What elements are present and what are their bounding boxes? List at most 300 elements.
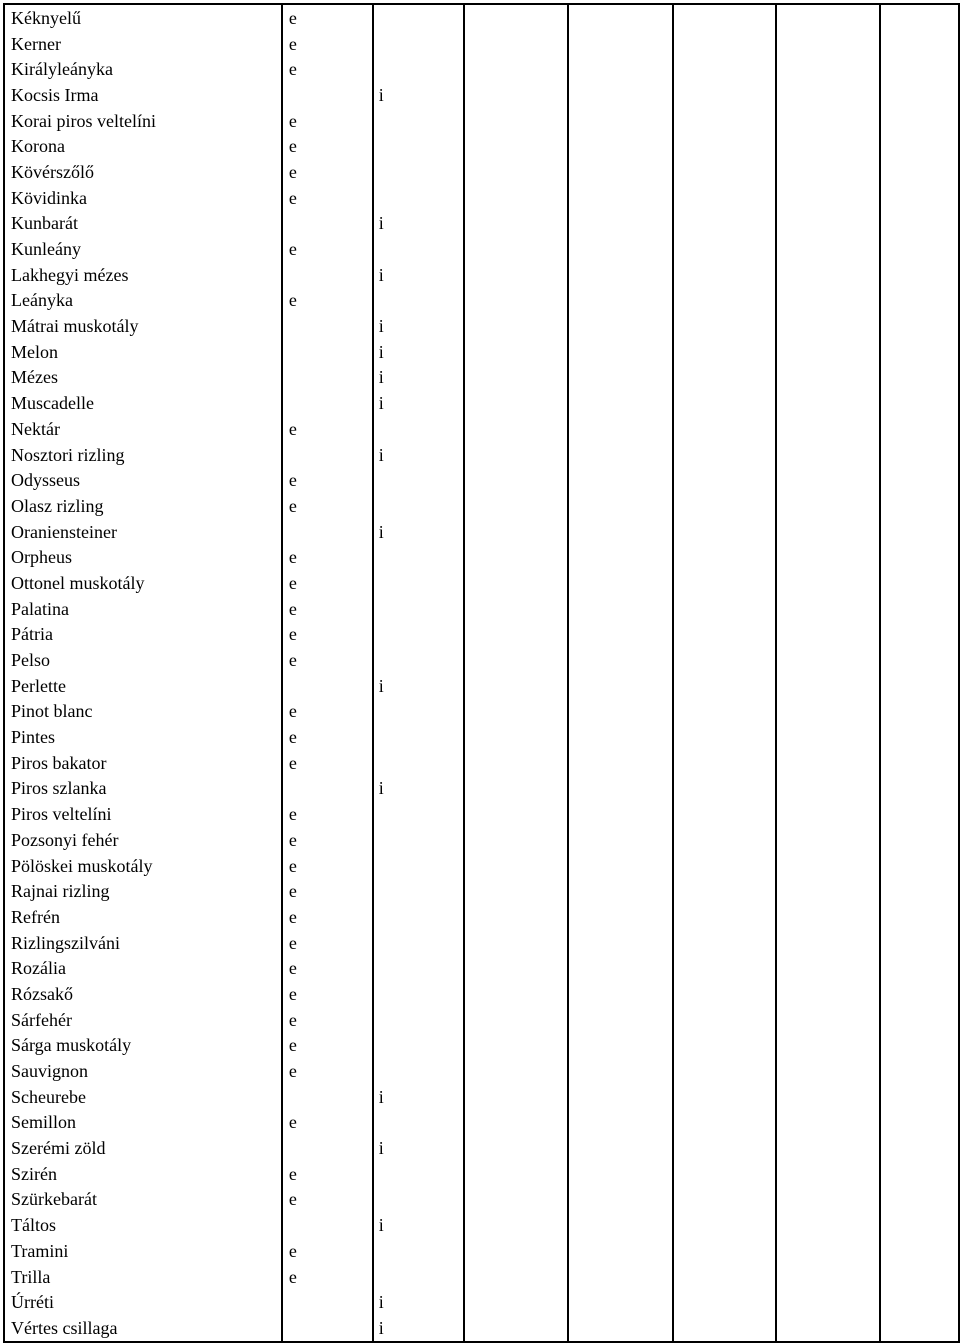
empty-cell xyxy=(880,827,959,853)
empty-cell xyxy=(776,1161,880,1187)
empty-cell xyxy=(568,108,673,134)
variety-name-cell: Mátrai muskotály xyxy=(4,313,282,339)
empty-cell xyxy=(464,878,569,904)
marker-i-cell xyxy=(373,1033,464,1059)
variety-name-cell: Olasz rizling xyxy=(4,493,282,519)
table-row xyxy=(4,108,959,134)
empty-cell xyxy=(880,904,959,930)
variety-name-cell: Pozsonyi fehér xyxy=(4,827,282,853)
empty-cell xyxy=(568,1315,673,1342)
table-row xyxy=(4,313,959,339)
empty-cell xyxy=(568,750,673,776)
table-row xyxy=(4,211,959,237)
empty-cell xyxy=(880,853,959,879)
empty-cell xyxy=(673,1033,776,1059)
empty-cell xyxy=(673,108,776,134)
empty-cell xyxy=(880,108,959,134)
variety-name-cell: Kocsis Irma xyxy=(4,82,282,108)
empty-cell xyxy=(568,236,673,262)
empty-cell xyxy=(880,56,959,82)
empty-cell xyxy=(776,724,880,750)
empty-cell xyxy=(568,801,673,827)
table-row xyxy=(4,4,959,31)
empty-cell xyxy=(880,82,959,108)
empty-cell xyxy=(776,416,880,442)
marker-e-cell xyxy=(282,673,373,699)
empty-cell xyxy=(568,365,673,391)
empty-cell xyxy=(880,1289,959,1315)
empty-cell xyxy=(568,313,673,339)
variety-name-cell: Nosztori rizling xyxy=(4,442,282,468)
empty-cell xyxy=(673,1084,776,1110)
table-row xyxy=(4,1187,959,1213)
empty-cell xyxy=(673,159,776,185)
empty-cell xyxy=(464,442,569,468)
empty-cell xyxy=(673,647,776,673)
empty-cell xyxy=(673,801,776,827)
variety-name-cell: Kerner xyxy=(4,31,282,57)
empty-cell xyxy=(673,1161,776,1187)
empty-cell xyxy=(776,1264,880,1290)
marker-e-cell xyxy=(282,313,373,339)
marker-e-cell xyxy=(282,262,373,288)
empty-cell xyxy=(776,390,880,416)
marker-i-cell: i xyxy=(373,339,464,365)
empty-cell xyxy=(464,31,569,57)
empty-cell xyxy=(776,544,880,570)
empty-cell xyxy=(880,133,959,159)
marker-i-cell: i xyxy=(373,365,464,391)
empty-cell xyxy=(880,1187,959,1213)
marker-i-cell xyxy=(373,185,464,211)
empty-cell xyxy=(568,288,673,314)
table-row xyxy=(4,647,959,673)
marker-i-cell xyxy=(373,647,464,673)
empty-cell xyxy=(776,288,880,314)
marker-e-cell: e xyxy=(282,622,373,648)
marker-i-cell xyxy=(373,236,464,262)
marker-i-cell xyxy=(373,467,464,493)
empty-cell xyxy=(776,1110,880,1136)
empty-cell xyxy=(464,853,569,879)
empty-cell xyxy=(880,981,959,1007)
marker-i-cell: i xyxy=(373,262,464,288)
empty-cell xyxy=(464,622,569,648)
empty-cell xyxy=(464,1161,569,1187)
marker-e-cell: e xyxy=(282,493,373,519)
empty-cell xyxy=(880,1212,959,1238)
empty-cell xyxy=(673,570,776,596)
empty-cell xyxy=(673,467,776,493)
empty-cell xyxy=(568,1110,673,1136)
empty-cell xyxy=(673,442,776,468)
marker-i-cell xyxy=(373,416,464,442)
empty-cell xyxy=(673,82,776,108)
empty-cell xyxy=(464,699,569,725)
empty-cell xyxy=(673,878,776,904)
empty-cell xyxy=(464,1135,569,1161)
marker-i-cell xyxy=(373,544,464,570)
empty-cell xyxy=(464,544,569,570)
table-row xyxy=(4,622,959,648)
empty-cell xyxy=(776,467,880,493)
empty-cell xyxy=(776,133,880,159)
empty-cell xyxy=(673,133,776,159)
empty-cell xyxy=(568,1238,673,1264)
variety-name-cell: Sauvignon xyxy=(4,1058,282,1084)
marker-e-cell: e xyxy=(282,133,373,159)
empty-cell xyxy=(880,1238,959,1264)
table-row xyxy=(4,904,959,930)
marker-i-cell: i xyxy=(373,442,464,468)
marker-e-cell xyxy=(282,339,373,365)
marker-e-cell: e xyxy=(282,416,373,442)
empty-cell xyxy=(673,776,776,802)
empty-cell xyxy=(880,1033,959,1059)
empty-cell xyxy=(880,955,959,981)
marker-e-cell xyxy=(282,1135,373,1161)
empty-cell xyxy=(464,827,569,853)
empty-cell xyxy=(776,1135,880,1161)
marker-i-cell xyxy=(373,827,464,853)
empty-cell xyxy=(568,1187,673,1213)
marker-i-cell xyxy=(373,1238,464,1264)
empty-cell xyxy=(776,981,880,1007)
empty-cell xyxy=(673,955,776,981)
empty-cell xyxy=(568,1058,673,1084)
empty-cell xyxy=(464,955,569,981)
marker-i-cell: i xyxy=(373,313,464,339)
empty-cell xyxy=(880,801,959,827)
empty-cell xyxy=(776,776,880,802)
table-row xyxy=(4,930,959,956)
marker-i-cell: i xyxy=(373,82,464,108)
empty-cell xyxy=(776,827,880,853)
empty-cell xyxy=(776,1058,880,1084)
marker-e-cell: e xyxy=(282,185,373,211)
marker-i-cell xyxy=(373,622,464,648)
empty-cell xyxy=(880,1058,959,1084)
variety-name-cell: Vértes csillaga xyxy=(4,1315,282,1342)
variety-name-cell: Mézes xyxy=(4,365,282,391)
variety-name-cell: Muscadelle xyxy=(4,390,282,416)
table-row xyxy=(4,519,959,545)
empty-cell xyxy=(880,1264,959,1290)
empty-cell xyxy=(880,159,959,185)
table-row xyxy=(4,31,959,57)
empty-cell xyxy=(568,673,673,699)
variety-name-cell: Piros veltelíni xyxy=(4,801,282,827)
marker-e-cell: e xyxy=(282,1161,373,1187)
table-row xyxy=(4,236,959,262)
empty-cell xyxy=(776,699,880,725)
marker-i-cell xyxy=(373,159,464,185)
table-row xyxy=(4,878,959,904)
empty-cell xyxy=(568,930,673,956)
table-row xyxy=(4,365,959,391)
empty-cell xyxy=(880,493,959,519)
empty-cell xyxy=(464,1033,569,1059)
empty-cell xyxy=(673,699,776,725)
empty-cell xyxy=(464,56,569,82)
empty-cell xyxy=(673,1289,776,1315)
marker-e-cell xyxy=(282,211,373,237)
empty-cell xyxy=(568,544,673,570)
variety-name-cell: Kövidinka xyxy=(4,185,282,211)
variety-name-cell: Piros bakator xyxy=(4,750,282,776)
empty-cell xyxy=(776,442,880,468)
table-row xyxy=(4,673,959,699)
empty-cell xyxy=(880,313,959,339)
marker-i-cell xyxy=(373,930,464,956)
empty-cell xyxy=(464,339,569,365)
variety-name-cell: Ottonel muskotály xyxy=(4,570,282,596)
empty-cell xyxy=(568,827,673,853)
empty-cell xyxy=(464,365,569,391)
table-row xyxy=(4,339,959,365)
marker-e-cell: e xyxy=(282,647,373,673)
empty-cell xyxy=(568,133,673,159)
variety-name-cell: Melon xyxy=(4,339,282,365)
empty-cell xyxy=(776,108,880,134)
empty-cell xyxy=(464,159,569,185)
empty-cell xyxy=(880,1161,959,1187)
table-row xyxy=(4,1007,959,1033)
variety-name-cell: Kunleány xyxy=(4,236,282,262)
empty-cell xyxy=(568,262,673,288)
empty-cell xyxy=(880,1084,959,1110)
empty-cell xyxy=(568,339,673,365)
marker-e-cell xyxy=(282,1084,373,1110)
empty-cell xyxy=(776,56,880,82)
empty-cell xyxy=(880,570,959,596)
empty-cell xyxy=(568,699,673,725)
empty-cell xyxy=(776,647,880,673)
empty-cell xyxy=(880,544,959,570)
empty-cell xyxy=(464,313,569,339)
empty-cell xyxy=(568,647,673,673)
empty-cell xyxy=(673,185,776,211)
empty-cell xyxy=(568,1264,673,1290)
marker-e-cell xyxy=(282,82,373,108)
empty-cell xyxy=(776,262,880,288)
empty-cell xyxy=(464,467,569,493)
empty-cell xyxy=(776,622,880,648)
marker-e-cell: e xyxy=(282,724,373,750)
empty-cell xyxy=(776,211,880,237)
empty-cell xyxy=(673,981,776,1007)
marker-e-cell: e xyxy=(282,1110,373,1136)
marker-e-cell: e xyxy=(282,236,373,262)
table-row xyxy=(4,1135,959,1161)
empty-cell xyxy=(776,801,880,827)
variety-name-cell: Szürkebarát xyxy=(4,1187,282,1213)
empty-cell xyxy=(568,596,673,622)
marker-i-cell xyxy=(373,1007,464,1033)
empty-cell xyxy=(464,750,569,776)
variety-name-cell: Pátria xyxy=(4,622,282,648)
table-row xyxy=(4,570,959,596)
table-row xyxy=(4,596,959,622)
empty-cell xyxy=(776,930,880,956)
marker-i-cell xyxy=(373,4,464,31)
empty-cell xyxy=(880,390,959,416)
empty-cell xyxy=(673,827,776,853)
marker-e-cell: e xyxy=(282,955,373,981)
empty-cell xyxy=(464,416,569,442)
marker-i-cell xyxy=(373,56,464,82)
marker-e-cell: e xyxy=(282,159,373,185)
empty-cell xyxy=(880,442,959,468)
empty-cell xyxy=(568,904,673,930)
empty-cell xyxy=(464,1238,569,1264)
marker-e-cell: e xyxy=(282,467,373,493)
marker-i-cell xyxy=(373,853,464,879)
empty-cell xyxy=(673,211,776,237)
table-row xyxy=(4,1212,959,1238)
variety-name-cell: Leányka xyxy=(4,288,282,314)
empty-cell xyxy=(673,1315,776,1342)
empty-cell xyxy=(776,570,880,596)
empty-cell xyxy=(673,1187,776,1213)
empty-cell xyxy=(568,570,673,596)
variety-name-cell: Rozália xyxy=(4,955,282,981)
empty-cell xyxy=(464,288,569,314)
marker-i-cell xyxy=(373,1264,464,1290)
empty-cell xyxy=(673,262,776,288)
empty-cell xyxy=(464,1264,569,1290)
empty-cell xyxy=(464,4,569,31)
empty-cell xyxy=(776,313,880,339)
empty-cell xyxy=(673,31,776,57)
empty-cell xyxy=(464,108,569,134)
empty-cell xyxy=(776,185,880,211)
empty-cell xyxy=(776,955,880,981)
empty-cell xyxy=(880,519,959,545)
variety-name-cell: Kunbarát xyxy=(4,211,282,237)
marker-e-cell: e xyxy=(282,1058,373,1084)
empty-cell xyxy=(776,1289,880,1315)
table-row xyxy=(4,699,959,725)
empty-cell xyxy=(880,185,959,211)
table-row xyxy=(4,827,959,853)
table-row xyxy=(4,801,959,827)
empty-cell xyxy=(568,442,673,468)
empty-cell xyxy=(464,981,569,1007)
empty-cell xyxy=(673,365,776,391)
variety-name-cell: Rózsakő xyxy=(4,981,282,1007)
empty-cell xyxy=(673,339,776,365)
empty-cell xyxy=(776,1033,880,1059)
empty-cell xyxy=(880,596,959,622)
marker-e-cell xyxy=(282,442,373,468)
marker-i-cell xyxy=(373,108,464,134)
variety-name-cell: Orpheus xyxy=(4,544,282,570)
empty-cell xyxy=(568,1212,673,1238)
empty-cell xyxy=(880,622,959,648)
variety-name-cell: Szirén xyxy=(4,1161,282,1187)
marker-e-cell: e xyxy=(282,1264,373,1290)
empty-cell xyxy=(880,467,959,493)
marker-i-cell xyxy=(373,699,464,725)
table-row xyxy=(4,1238,959,1264)
empty-cell xyxy=(568,4,673,31)
variety-name-cell: Trilla xyxy=(4,1264,282,1290)
empty-cell xyxy=(568,159,673,185)
variety-name-cell: Korona xyxy=(4,133,282,159)
empty-cell xyxy=(464,904,569,930)
variety-name-cell: Lakhegyi mézes xyxy=(4,262,282,288)
marker-i-cell xyxy=(373,31,464,57)
empty-cell xyxy=(880,1135,959,1161)
empty-cell xyxy=(568,878,673,904)
table-row xyxy=(4,82,959,108)
variety-name-cell: Nektár xyxy=(4,416,282,442)
empty-cell xyxy=(568,493,673,519)
marker-i-cell: i xyxy=(373,1212,464,1238)
empty-cell xyxy=(464,236,569,262)
empty-cell xyxy=(568,1084,673,1110)
empty-cell xyxy=(464,1084,569,1110)
marker-e-cell: e xyxy=(282,930,373,956)
empty-cell xyxy=(464,801,569,827)
variety-name-cell: Úrréti xyxy=(4,1289,282,1315)
empty-cell xyxy=(776,1007,880,1033)
empty-cell xyxy=(880,365,959,391)
table-row xyxy=(4,262,959,288)
marker-e-cell: e xyxy=(282,827,373,853)
marker-i-cell xyxy=(373,133,464,159)
table-row xyxy=(4,1161,959,1187)
empty-cell xyxy=(880,699,959,725)
table-row xyxy=(4,442,959,468)
variety-name-cell: Kéknyelű xyxy=(4,4,282,31)
empty-cell xyxy=(776,878,880,904)
empty-cell xyxy=(673,519,776,545)
empty-cell xyxy=(568,776,673,802)
variety-name-cell: Oraniensteiner xyxy=(4,519,282,545)
table-row xyxy=(4,1033,959,1059)
empty-cell xyxy=(776,1315,880,1342)
table-row xyxy=(4,56,959,82)
empty-cell xyxy=(673,724,776,750)
empty-cell xyxy=(464,1058,569,1084)
marker-e-cell: e xyxy=(282,878,373,904)
empty-cell xyxy=(464,82,569,108)
marker-i-cell xyxy=(373,1110,464,1136)
variety-name-cell: Pelso xyxy=(4,647,282,673)
table-row xyxy=(4,185,959,211)
variety-name-cell: Pintes xyxy=(4,724,282,750)
marker-i-cell xyxy=(373,904,464,930)
empty-cell xyxy=(673,1238,776,1264)
empty-cell xyxy=(776,365,880,391)
variety-name-cell: Korai piros veltelíni xyxy=(4,108,282,134)
empty-cell xyxy=(880,262,959,288)
table-row xyxy=(4,467,959,493)
empty-cell xyxy=(776,31,880,57)
marker-e-cell: e xyxy=(282,1187,373,1213)
variety-name-cell: Sárga muskotály xyxy=(4,1033,282,1059)
marker-e-cell: e xyxy=(282,981,373,1007)
empty-cell xyxy=(673,544,776,570)
marker-i-cell xyxy=(373,750,464,776)
empty-cell xyxy=(880,673,959,699)
variety-name-cell: Táltos xyxy=(4,1212,282,1238)
marker-e-cell: e xyxy=(282,56,373,82)
variety-name-cell: Odysseus xyxy=(4,467,282,493)
empty-cell xyxy=(464,1289,569,1315)
